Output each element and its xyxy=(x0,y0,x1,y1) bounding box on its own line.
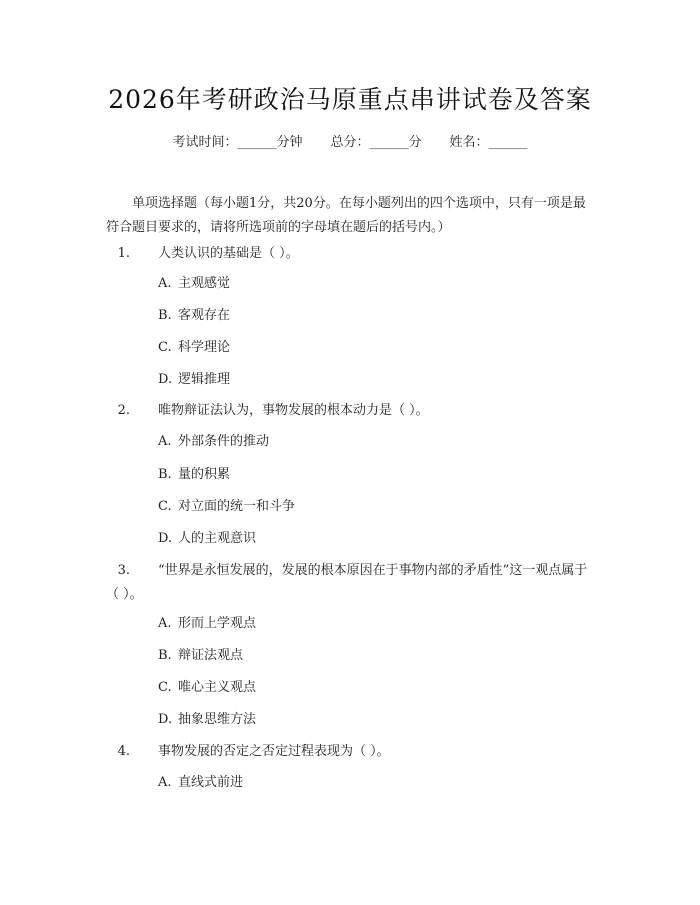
option-letter: A. xyxy=(158,616,172,631)
option-text: 科学理论 xyxy=(178,340,231,355)
option-letter: A. xyxy=(158,276,172,291)
total-score-field: 总分：______分 xyxy=(330,135,422,150)
question-3-option-a xyxy=(158,614,256,634)
option-letter: D. xyxy=(158,531,173,546)
question-3-option-d xyxy=(158,710,256,730)
option-text: 客观存在 xyxy=(178,308,231,323)
question-1 xyxy=(106,242,596,266)
question-number: 2. xyxy=(117,403,130,418)
option-text: 人的主观意识 xyxy=(178,531,257,546)
option-text: 逻辑推理 xyxy=(178,372,231,387)
option-letter: C. xyxy=(158,680,172,695)
question-text: “世界是永恒发展的，发展的根本原因在于事物内部的矛盾性”这一观点属于（ ）。 xyxy=(106,563,588,602)
option-letter: C. xyxy=(158,499,172,514)
question-3-option-c xyxy=(158,678,256,698)
option-letter: A. xyxy=(158,775,172,790)
question-text: 人类认识的基础是（ ）。 xyxy=(158,246,299,261)
option-letter: B. xyxy=(158,467,172,482)
name-field: 姓名：______ xyxy=(449,135,528,150)
option-letter: D. xyxy=(158,712,173,727)
question-text: 事物发展的否定之否定过程表现为（ ）。 xyxy=(158,744,390,759)
option-text: 直线式前进 xyxy=(178,775,244,790)
question-4 xyxy=(106,740,596,764)
question-1-option-d xyxy=(158,370,230,390)
option-letter: B. xyxy=(158,648,172,663)
option-letter: C. xyxy=(158,340,172,355)
question-number: 3. xyxy=(117,563,130,578)
option-letter: A. xyxy=(158,434,172,449)
option-text: 外部条件的推动 xyxy=(178,434,270,449)
question-3-option-b xyxy=(158,646,243,666)
question-2-option-a xyxy=(158,432,269,452)
option-letter: B. xyxy=(158,308,172,323)
option-text: 辩证法观点 xyxy=(178,648,244,663)
question-1-option-a xyxy=(158,274,230,294)
question-4-option-a xyxy=(158,773,243,793)
option-letter: D. xyxy=(158,372,173,387)
option-text: 抽象思维方法 xyxy=(178,712,257,727)
option-text: 唯心主义观点 xyxy=(178,680,257,695)
question-text: 唯物辩证法认为，事物发展的根本动力是（ ）。 xyxy=(158,403,429,418)
document-title: 2026年考研政治马原重点串讲试卷及答案 xyxy=(108,85,592,114)
exam-time-field: 考试时间：______分钟 xyxy=(172,135,303,150)
question-1-option-c xyxy=(158,338,230,358)
exam-meta-line xyxy=(0,131,700,150)
option-text: 对立面的统一和斗争 xyxy=(178,499,296,514)
question-number: 1. xyxy=(117,246,130,261)
question-3 xyxy=(106,559,596,607)
question-2-option-c xyxy=(158,497,295,517)
question-2-option-b xyxy=(158,465,230,485)
option-text: 主观感觉 xyxy=(178,276,231,291)
question-number: 4. xyxy=(117,744,130,759)
option-text: 形而上学观点 xyxy=(178,616,257,631)
question-2-option-d xyxy=(158,529,256,549)
question-2 xyxy=(106,399,596,423)
section-instructions: 单项选择题（每小题1分，共20分。在每小题列出的四个选项中，只有一项是最符合题目要求的，请将所选项前的字母填在题后的括号内。） xyxy=(106,196,586,235)
option-text: 量的积累 xyxy=(178,467,231,482)
question-1-option-b xyxy=(158,306,230,326)
